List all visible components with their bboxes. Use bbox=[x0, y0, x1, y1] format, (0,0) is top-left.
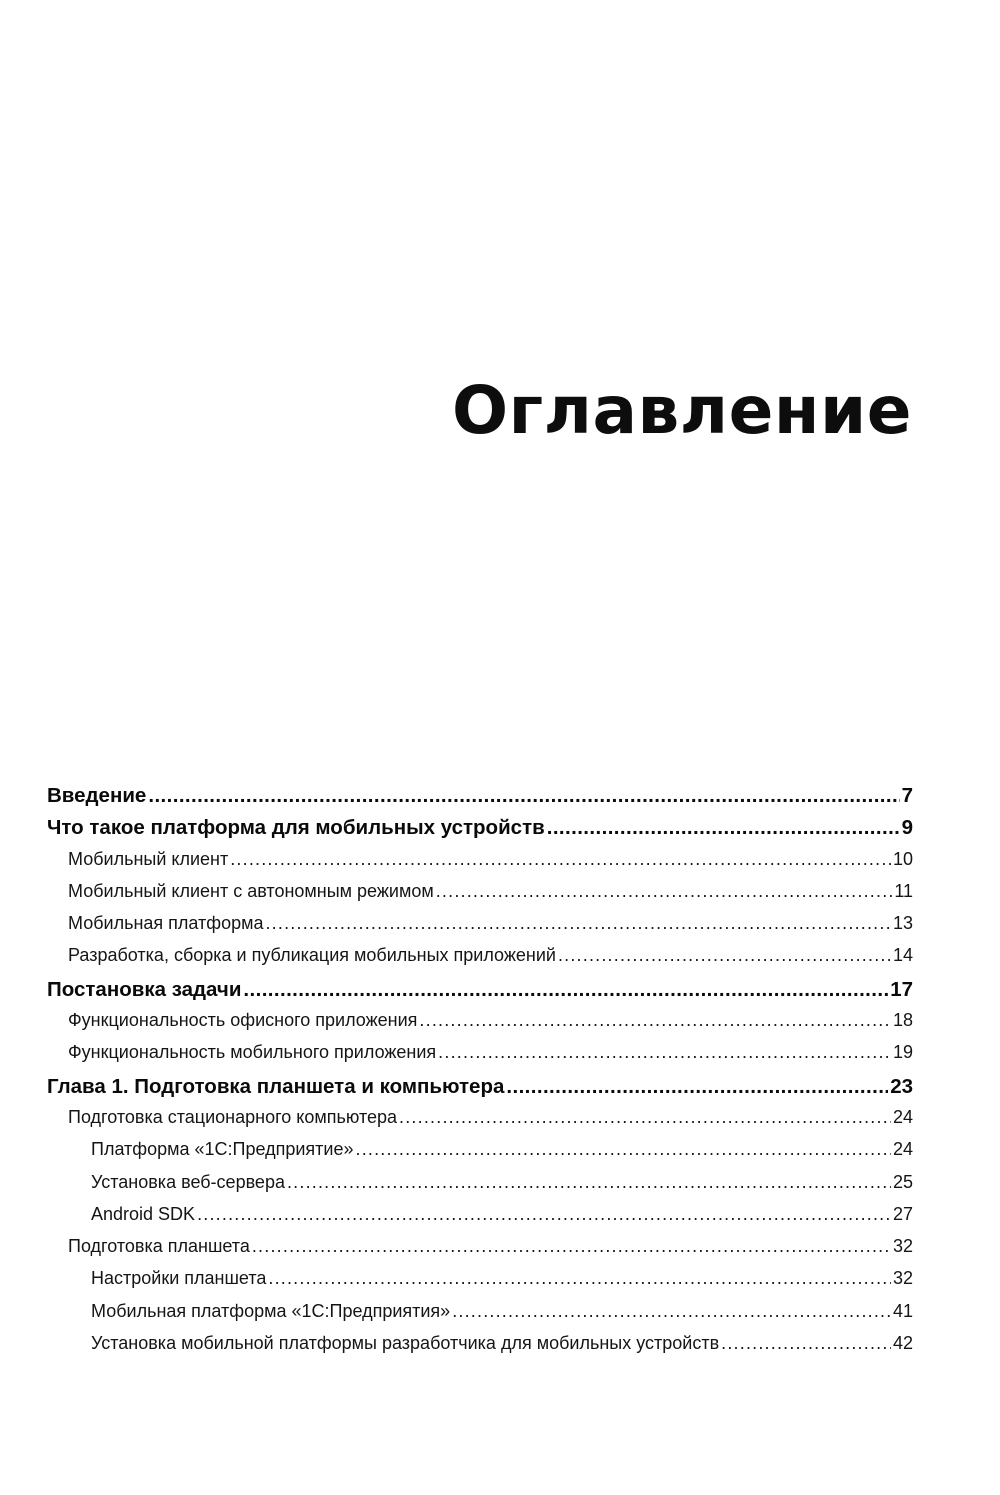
dot-leader bbox=[558, 945, 891, 966]
toc-page-number: 25 bbox=[892, 1171, 913, 1192]
dot-leader bbox=[230, 849, 891, 870]
toc-entry-office-app-functionality[interactable] bbox=[47, 1010, 913, 1042]
toc-page-number: 24 bbox=[892, 1139, 913, 1160]
toc-entry-label: Введение bbox=[47, 784, 147, 807]
toc-page-number: 9 bbox=[901, 816, 913, 840]
toc-entry-label: Подготовка планшета bbox=[68, 1236, 250, 1257]
toc-entry-mobile-app-functionality[interactable] bbox=[47, 1042, 913, 1074]
toc-page-number: 32 bbox=[892, 1268, 913, 1289]
toc-entry-label: Установка мобильной платформы разработчика для мобильных устройств bbox=[91, 1333, 720, 1354]
dot-leader bbox=[547, 816, 900, 840]
toc-page-number: 7 bbox=[901, 784, 913, 807]
toc-entry-mobile-client-offline[interactable] bbox=[47, 881, 913, 913]
dot-leader bbox=[148, 784, 899, 808]
toc-entry-label: Настройки планшета bbox=[91, 1268, 267, 1289]
toc-entry-tablet-settings[interactable] bbox=[47, 1268, 913, 1300]
toc-page-number: 17 bbox=[890, 977, 913, 1001]
dot-leader bbox=[356, 1139, 891, 1160]
dot-leader bbox=[268, 1268, 891, 1289]
toc-entry-label: Глава 1. Подготовка планшета и компьютера bbox=[47, 1074, 505, 1098]
page-title: Оглавление bbox=[452, 372, 912, 449]
toc-entry-tablet-preparation[interactable] bbox=[47, 1236, 913, 1268]
dot-leader bbox=[436, 881, 893, 902]
toc-entry-label: Мобильная платформа bbox=[68, 913, 264, 934]
dot-leader bbox=[721, 1333, 891, 1354]
toc-entry-chapter-1[interactable] bbox=[47, 1075, 913, 1107]
toc-entry-label: Мобильный клиент с автономным режимом bbox=[68, 880, 434, 901]
toc-entry-label: Функциональность мобильного приложения bbox=[68, 1042, 437, 1063]
dot-leader bbox=[252, 1236, 891, 1257]
dot-leader bbox=[506, 1075, 888, 1099]
toc-page-number: 10 bbox=[892, 848, 913, 869]
toc-entry-web-server-install[interactable] bbox=[47, 1172, 913, 1204]
toc-entry-label: Что такое платформа для мобильных устройств bbox=[47, 816, 545, 840]
toc-page-number: 13 bbox=[892, 913, 913, 934]
toc-entry-developer-platform-install[interactable] bbox=[47, 1333, 913, 1365]
toc-entry-mobile-platform[interactable] bbox=[47, 913, 913, 945]
toc-page-number: 23 bbox=[890, 1074, 913, 1098]
dot-leader bbox=[419, 1010, 891, 1031]
dot-leader bbox=[452, 1301, 891, 1322]
dot-leader bbox=[243, 978, 888, 1002]
toc-page-number: 14 bbox=[892, 945, 913, 966]
toc-entry-problem-statement[interactable] bbox=[47, 978, 913, 1010]
toc-entry-label: Платформа «1С:Предприятие» bbox=[91, 1139, 354, 1160]
toc-entry-1c-platform[interactable] bbox=[47, 1139, 913, 1171]
dot-leader bbox=[265, 913, 890, 934]
dot-leader bbox=[287, 1172, 891, 1193]
toc-page-number: 27 bbox=[892, 1203, 913, 1224]
toc-entry-label: Мобильный клиент bbox=[68, 848, 229, 869]
toc-page-number: 11 bbox=[894, 880, 913, 901]
toc-entry-introduction[interactable] bbox=[47, 784, 913, 816]
toc-page-number: 18 bbox=[892, 1010, 913, 1031]
toc-page-number: 32 bbox=[892, 1236, 913, 1257]
dot-leader bbox=[197, 1204, 891, 1225]
toc-page-number: 19 bbox=[892, 1042, 913, 1063]
toc-entry-mobile-client[interactable] bbox=[47, 849, 913, 881]
toc-entry-development-publishing[interactable] bbox=[47, 945, 913, 977]
toc-entry-android-sdk[interactable] bbox=[47, 1204, 913, 1236]
toc-entry-1c-mobile-platform[interactable] bbox=[47, 1301, 913, 1333]
dot-leader bbox=[399, 1107, 891, 1128]
toc-entry-label: Разработка, сборка и публикация мобильных приложений bbox=[68, 945, 556, 966]
toc-page-number: 41 bbox=[892, 1300, 913, 1321]
toc-entry-label: Постановка задачи bbox=[47, 977, 242, 1001]
toc-page-number: 24 bbox=[892, 1106, 913, 1127]
toc-entry-label: Установка веб-сервера bbox=[91, 1171, 285, 1192]
toc-entry-label: Мобильная платформа «1С:Предприятия» bbox=[91, 1300, 451, 1321]
toc-entry-label: Android SDK bbox=[91, 1203, 196, 1224]
toc-entry-label: Функциональность офисного приложения bbox=[68, 1010, 418, 1031]
toc-entry-mobile-platform-overview[interactable] bbox=[47, 816, 913, 848]
toc-page-number: 42 bbox=[892, 1333, 913, 1354]
toc-entry-desktop-preparation[interactable] bbox=[47, 1107, 913, 1139]
dot-leader bbox=[438, 1042, 891, 1063]
table-of-contents bbox=[47, 784, 913, 1365]
toc-entry-label: Подготовка стационарного компьютера bbox=[68, 1106, 398, 1127]
